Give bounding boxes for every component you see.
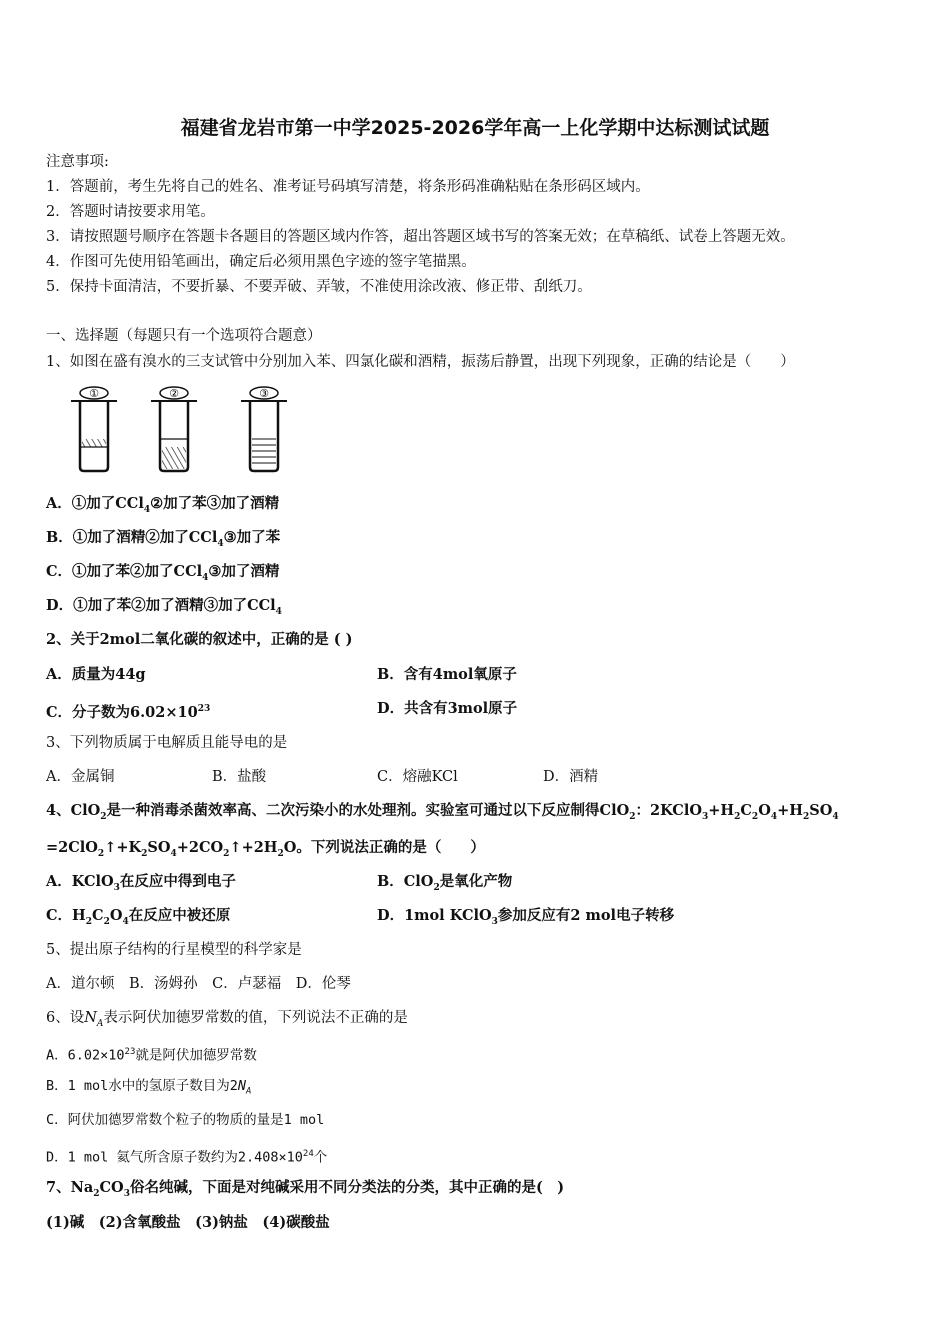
test-tube-1 bbox=[71, 387, 117, 471]
q1-option-d[interactable]: D．①加了苯②加了酒精③加了CCl$_4$ bbox=[46, 597, 282, 617]
q3-stem: 3、下列物质属于电解质且能导电的是 bbox=[46, 735, 288, 751]
notice-item-3: 3．请按照题号顺序在答题卡各题目的答题区域内作答，超出答题区域书写的答案无效；在草稿纸、试卷上答题无效。 bbox=[46, 229, 795, 245]
q4-option-a[interactable]: A．KClO$_3$在反应中得到电子 bbox=[46, 873, 236, 893]
q4-stem-line-2: $=2ClO_2↑+K_2SO_4+2CO_2↑+2H_2O$。下列说法正确的是（ ） bbox=[46, 839, 485, 859]
q1-option-b[interactable]: B．①加了酒精②加了CCl$_4$③加了苯 bbox=[46, 529, 281, 549]
tube-label-2: ② bbox=[169, 387, 179, 400]
q4-stem-line-1: 4、ClO$_2$是一种消毒杀菌效率高、二次污染小的水处理剂。实验室可通过以下反应制得ClO$_2$：$2KClO_3+H_2C_2O_4+H_2SO_4$ bbox=[46, 802, 839, 822]
q6-option-c[interactable]: C．阿伏加德罗常数个粒子的物质的量是1 mol bbox=[46, 1112, 325, 1128]
section-heading: 一、选择题（每题只有一个选项符合题意） bbox=[46, 328, 322, 344]
q2-option-c[interactable]: C．分子数为$6.02\times 10^{23}$ bbox=[46, 703, 211, 721]
notice-item-1: 1．答题前，考生先将自己的姓名、准考证号码填写清楚，将条形码准确粘贴在条形码区域内。 bbox=[46, 179, 650, 195]
q2-option-d[interactable]: D．共含有3mol原子 bbox=[377, 700, 518, 717]
q1-stem: 1、如图在盛有溴水的三支试管中分别加入苯、四氯化碳和酒精，振荡后静置，出现下列现象，正确的结论是（ ） bbox=[46, 354, 795, 370]
page-title: 福建省龙岩市第一中学2025-2026学年高一上化学期中达标测试试题 bbox=[180, 117, 770, 139]
q3-option-d[interactable]: D．酒精 bbox=[543, 769, 599, 785]
q6-option-d[interactable]: D．1 mol 氦气所含原子数约为$2.408\times 10^{24}$个 bbox=[46, 1149, 328, 1166]
q4-option-b[interactable]: B．ClO$_2$是氧化产物 bbox=[377, 873, 513, 893]
q1-option-a[interactable]: A．①加了CCl$_4$②加了苯③加了酒精 bbox=[46, 495, 280, 515]
q3-option-c[interactable]: C．熔融KCl bbox=[377, 769, 458, 785]
q5-options[interactable]: A．道尔顿 B．汤姆孙 C．卢瑟福 D．伦琴 bbox=[46, 976, 351, 992]
test-tube-2 bbox=[151, 387, 197, 471]
q5-stem: 5、提出原子结构的行星模型的科学家是 bbox=[46, 942, 302, 958]
q6-option-b[interactable]: B．1 mol水中的氢原子数目为$2N_A$ bbox=[46, 1078, 252, 1097]
q7-items: (1)碱 (2)含氧酸盐 (3)钠盐 (4)碳酸盐 bbox=[46, 1214, 330, 1231]
q6-option-a[interactable]: A．$6.02\times 10^{23}$就是阿伏加德罗常数 bbox=[46, 1047, 257, 1064]
test-tubes-figure bbox=[66, 385, 306, 477]
q3-option-b[interactable]: B．盐酸 bbox=[212, 769, 267, 785]
q2-option-a[interactable]: A．质量为44g bbox=[46, 666, 146, 683]
q4-option-d[interactable]: D．1mol KClO$_3$参加反应有2 mol电子转移 bbox=[377, 907, 675, 927]
notice-item-4: 4．作图可先使用铅笔画出，确定后必须用黑色字迹的签字笔描黑。 bbox=[46, 254, 476, 270]
notice-item-2: 2．答题时请按要求用笔。 bbox=[46, 204, 215, 220]
q6-stem: 6、设$N_A$表示阿伏加德罗常数的值，下列说法不正确的是 bbox=[46, 1010, 408, 1029]
q2-option-b[interactable]: B．含有4mol氧原子 bbox=[377, 666, 517, 683]
tube-label-1: ① bbox=[89, 387, 99, 400]
q1-option-c[interactable]: C．①加了苯②加了CCl$_4$③加了酒精 bbox=[46, 563, 280, 583]
q2-stem: 2、关于2mol二氧化碳的叙述中，正确的是 ( ) bbox=[46, 631, 353, 648]
tube-label-3: ③ bbox=[259, 387, 269, 400]
q7-stem: 7、$Na_2CO_3$俗名纯碱，下面是对纯碱采用不同分类法的分类，其中正确的是( ) bbox=[46, 1179, 565, 1199]
q4-option-c[interactable]: C．$H_2C_2O_4$在反应中被还原 bbox=[46, 907, 231, 927]
test-tube-3 bbox=[241, 387, 287, 471]
notice-item-5: 5．保持卡面清洁，不要折暴、不要弄破、弄皱，不准使用涂改液、修正带、刮纸刀。 bbox=[46, 279, 592, 295]
q3-option-a[interactable]: A．金属铜 bbox=[46, 769, 115, 785]
notice-heading: 注意事项: bbox=[46, 154, 109, 170]
